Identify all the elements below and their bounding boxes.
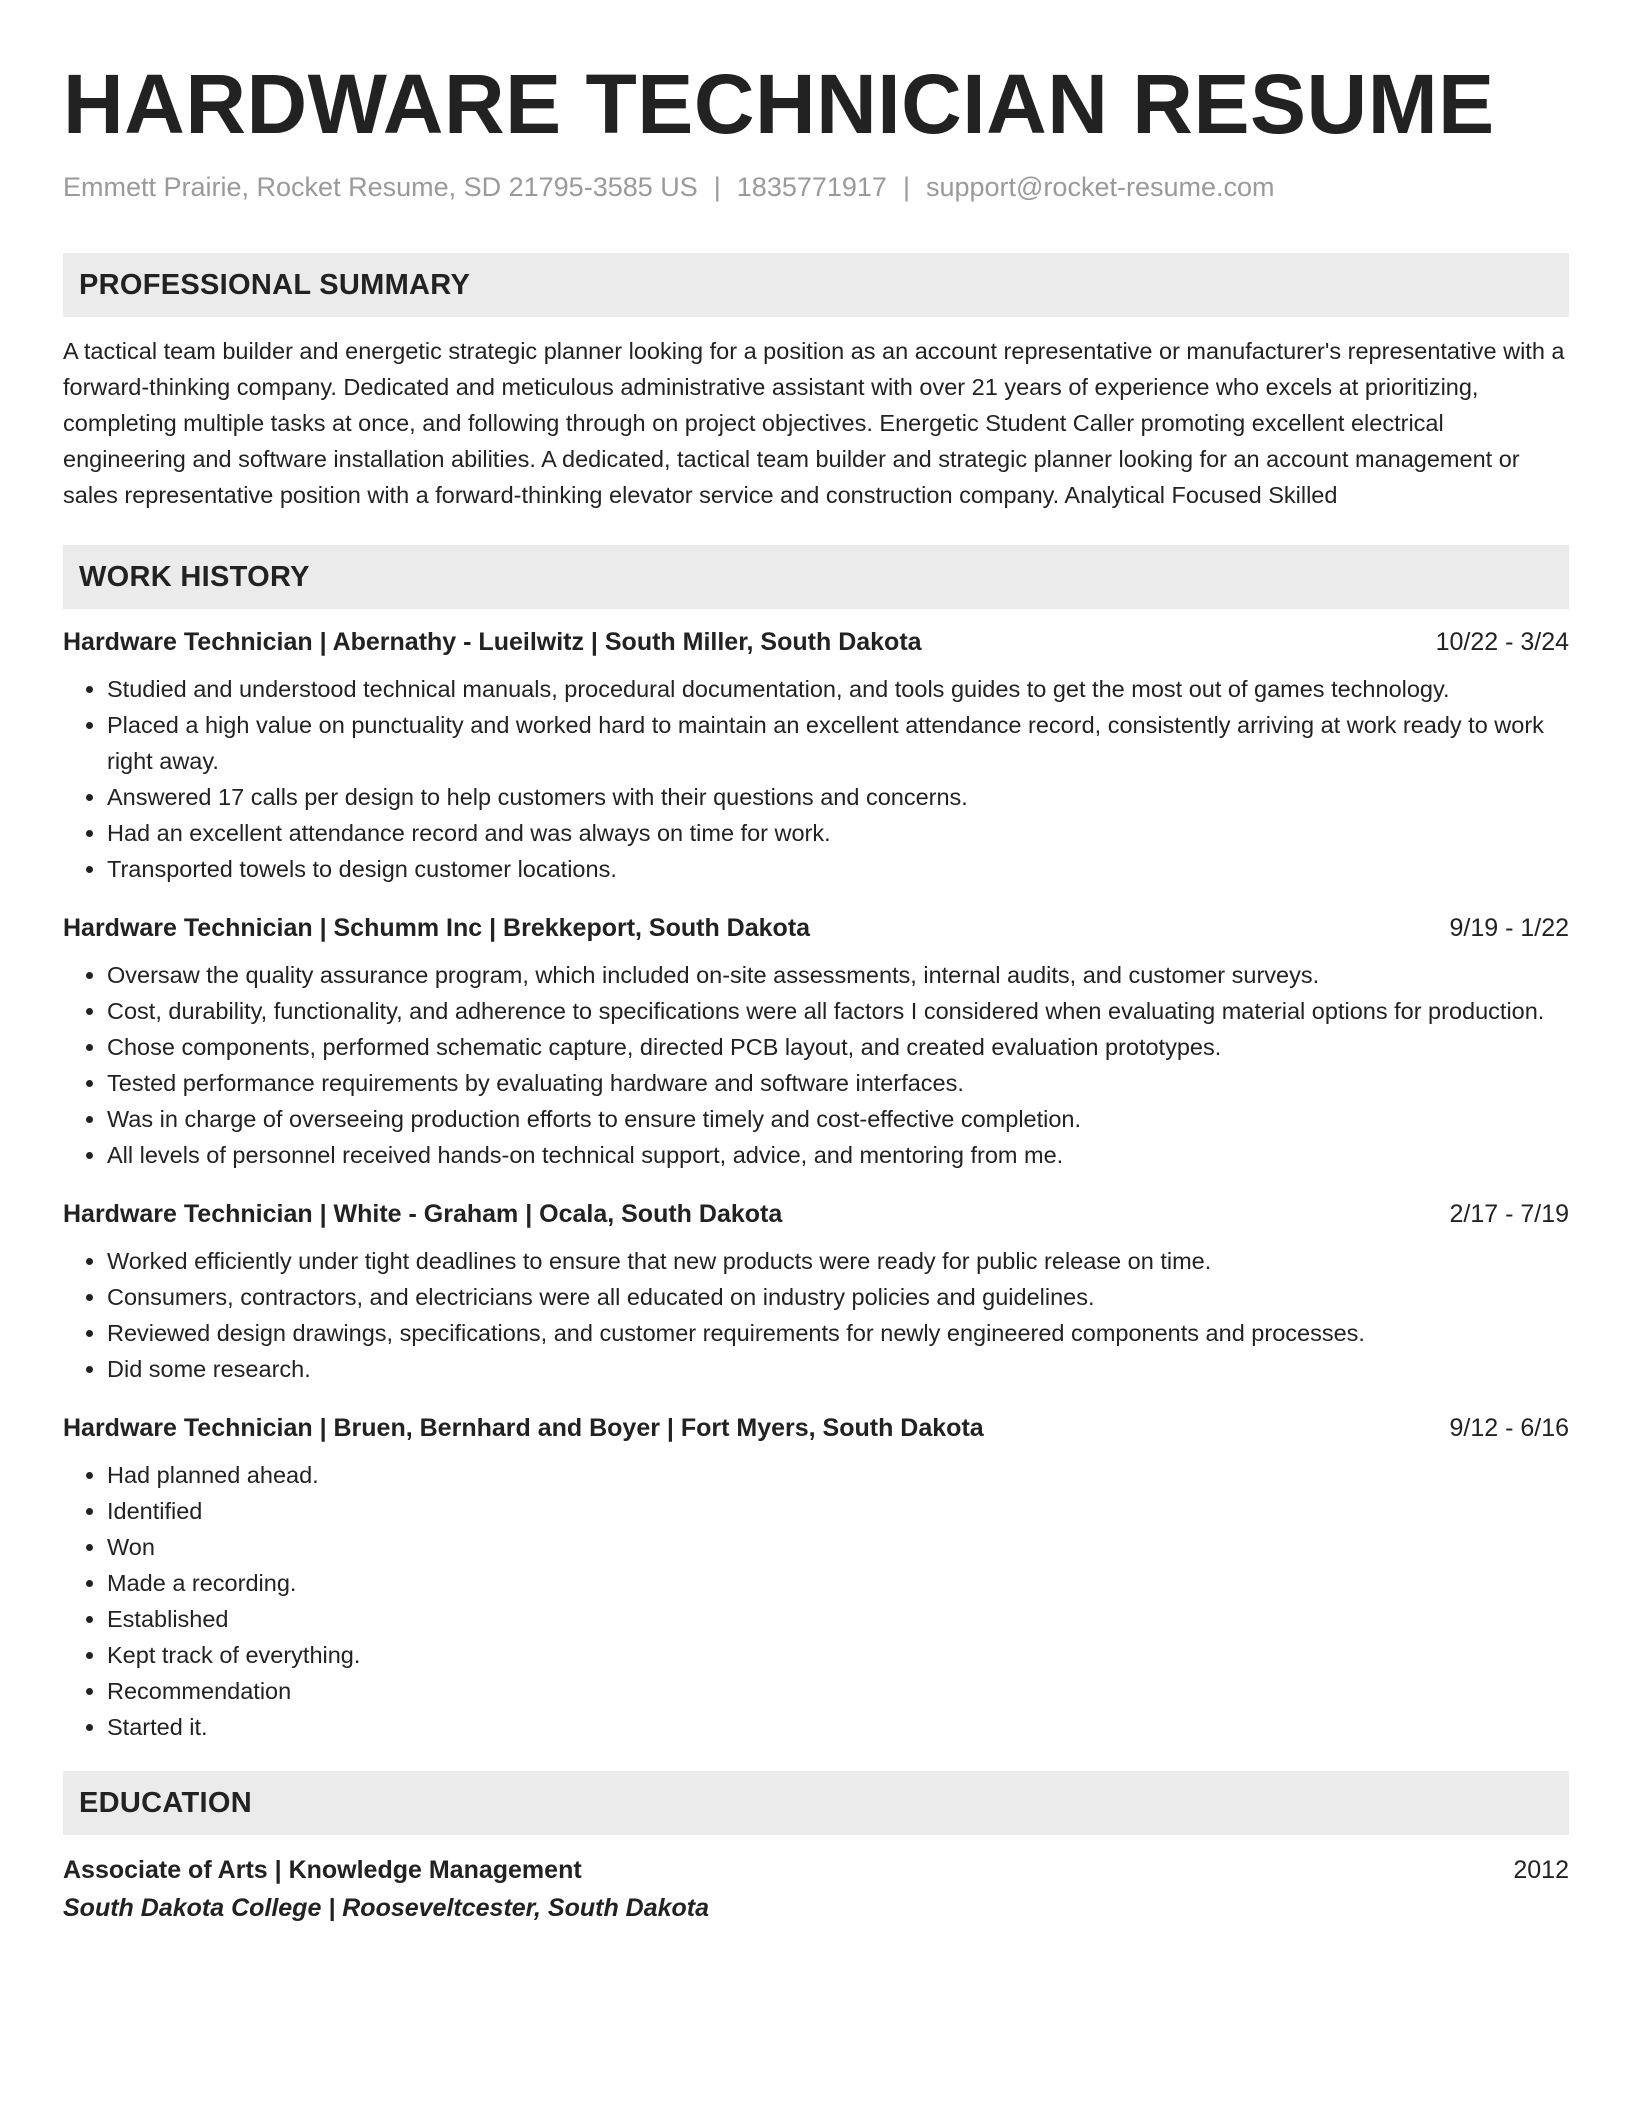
job-bullet: • Tested performance requirements by evaluating hardware and software interfaces. [107, 1065, 1569, 1101]
job-entry [63, 911, 1569, 1173]
job-bullet: • Chose components, performed schematic capture, directed PCB layout, and created evaluation prototypes. [107, 1029, 1569, 1065]
job-bullet: • Recommendation [107, 1673, 1569, 1709]
job-title: Hardware Technician | Abernathy - Lueilwitz | South Miller, South Dakota [63, 628, 922, 656]
job-entry [63, 1197, 1569, 1387]
contact-line [63, 170, 1569, 204]
job-bullet: • Transported towels to design customer locations. [107, 851, 1569, 887]
job-bullet-list [63, 1457, 1569, 1745]
job-title: Hardware Technician | White - Graham | Ocala, South Dakota [63, 1200, 783, 1228]
section-header-professional-summary: PROFESSIONAL SUMMARY [63, 253, 1569, 317]
section-header-education: EDUCATION [63, 1771, 1569, 1835]
job-title: Hardware Technician | Schumm Inc | Brekkeport, South Dakota [63, 914, 811, 942]
education-header [63, 1851, 1569, 1889]
job-bullet: • Placed a high value on punctuality and worked hard to maintain an excellent attendance record, consistently arriving at work ready to work right away. [107, 707, 1569, 779]
job-title: Hardware Technician | Bruen, Bernhard and Boyer | Fort Myers, South Dakota [63, 1414, 984, 1442]
job-dates: 10/22 - 3/24 [1435, 628, 1569, 656]
contact-address: Emmett Prairie, Rocket Resume, SD 21795-3585 US [63, 172, 698, 202]
job-bullet: • Identified [107, 1493, 1569, 1529]
job-bullet-list [63, 1243, 1569, 1387]
job-header [63, 1197, 1569, 1231]
resume-title: HARDWARE TECHNICIAN RESUME [63, 57, 1495, 151]
contact-email: support@rocket-resume.com [925, 172, 1275, 202]
education-degree: Associate of Arts | Knowledge Management [63, 1856, 582, 1884]
contact-separator: | [713, 172, 721, 202]
job-bullet: • Had an excellent attendance record and was always on time for work. [107, 815, 1569, 851]
job-bullet: • Made a recording. [107, 1565, 1569, 1601]
job-bullet: • Studied and understood technical manuals, procedural documentation, and tools guides to get the most out of games technology. [107, 671, 1569, 707]
job-header [63, 1411, 1569, 1445]
job-dates: 2/17 - 7/19 [1449, 1200, 1569, 1228]
job-bullet: • Did some research. [107, 1351, 1569, 1387]
job-bullet: • Oversaw the quality assurance program, which included on-site assessments, internal audits, and customer surveys. [107, 957, 1569, 993]
job-entry [63, 1411, 1569, 1745]
job-bullet: • Established [107, 1601, 1569, 1637]
job-bullet: • Had planned ahead. [107, 1457, 1569, 1493]
job-bullet: • Kept track of everything. [107, 1637, 1569, 1673]
job-bullet: • All levels of personnel received hands-on technical support, advice, and mentoring from me. [107, 1137, 1569, 1173]
job-bullet-list [63, 957, 1569, 1173]
contact-separator: | [902, 172, 910, 202]
job-bullet: • Started it. [107, 1709, 1569, 1745]
job-dates: 9/12 - 6/16 [1449, 1414, 1569, 1442]
contact-phone: 1835771917 [736, 172, 887, 202]
job-entry [63, 625, 1569, 887]
education-school: South Dakota College | Rooseveltcester, South Dakota [63, 1894, 710, 1922]
summary-text: A tactical team builder and energetic strategic planner looking for a position as an account representative or manufacturer's representative with a forward-thinking company. Dedicated and meticulous administrative assistant with over 21 years of experience who excels at prioritizing, completing multiple tasks at once, and following through on project objectives. Energetic Student Caller promoting excellent electrical engineering and software installation abilities. A dedicated, tactical team builder and strategic planner looking for an account management or sales representative position with a forward-thinking elevator service and construction company. Analytical Focused Skilled [63, 338, 1565, 508]
education-year: 2012 [1513, 1856, 1569, 1884]
job-bullet-list [63, 671, 1569, 887]
job-bullet: • Reviewed design drawings, specifications, and customer requirements for newly engineered components and processes. [107, 1315, 1569, 1351]
job-bullet: • Cost, durability, functionality, and adherence to specifications were all factors I considered when evaluating material options for production. [107, 993, 1569, 1029]
job-bullet: • Won [107, 1529, 1569, 1565]
education-entry [63, 1851, 1569, 1927]
job-header [63, 625, 1569, 659]
section-header-work-history: WORK HISTORY [63, 545, 1569, 609]
job-header [63, 911, 1569, 945]
job-bullet: • Was in charge of overseeing production efforts to ensure timely and cost-effective completion. [107, 1101, 1569, 1137]
job-bullet: • Answered 17 calls per design to help customers with their questions and concerns. [107, 779, 1569, 815]
job-bullet: • Consumers, contractors, and electricians were all educated on industry policies and guidelines. [107, 1279, 1569, 1315]
job-bullet: • Worked efficiently under tight deadlines to ensure that new products were ready for public release on time. [107, 1243, 1569, 1279]
job-dates: 9/19 - 1/22 [1449, 914, 1569, 942]
